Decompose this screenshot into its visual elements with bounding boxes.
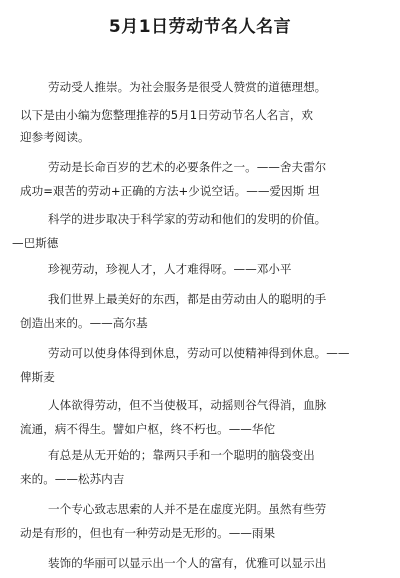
text-line: 流通，病不得生。譬如户枢，终不朽也。——华佗: [20, 422, 276, 436]
text-line: 劳动是长命百岁的艺术的必要条件之一。——舍夫雷尔: [48, 160, 327, 174]
text-line: 动是有形的，但也有一种劳动是无形的。——雨果: [20, 526, 276, 540]
text-line: 来的。——松苏内吉: [20, 472, 125, 486]
page-title: 5月1日劳动节名人名言: [108, 17, 292, 37]
text-line: 一个专心致志思索的人并不是在虚度光阴。虽然有些劳: [48, 502, 327, 516]
text-line: 科学的进步取决于科学家的劳动和他们的发明的价值。: [48, 212, 327, 226]
text-line: 装饰的华丽可以显示出一个人的富有，优雅可以显示出: [48, 556, 327, 570]
text-line: —巴斯德: [12, 236, 59, 250]
text-line: 劳动受人推崇。为社会服务是很受人赞赏的道德理想。: [48, 80, 327, 94]
text-line: 劳动可以使身体得到休息，劳动可以使精神得到休息。——: [48, 346, 350, 360]
text-line: 珍视劳动，珍视人才，人才难得呀。——邓小平: [48, 262, 292, 276]
text-line: 迎参考阅读。: [20, 130, 90, 144]
text-line: 有总是从无开始的；靠两只手和一个聪明的脑袋变出: [48, 448, 315, 462]
text-line: 我们世界上最美好的东西，都是由劳动由人的聪明的手: [48, 292, 327, 306]
text-line: 创造出来的。——高尔基: [20, 316, 148, 330]
text-line: 俾斯麦: [20, 370, 55, 384]
text-line: 成功=艰苦的劳动+正确的方法+少说空话。——爱因斯 坦: [20, 184, 320, 198]
text-line: 人体欲得劳动，但不当使极耳，动摇则谷气得消，血脉: [48, 398, 327, 412]
text-line: 以下是由小编为您整理推荐的5月1日劳动节名人名言，欢: [20, 108, 314, 122]
